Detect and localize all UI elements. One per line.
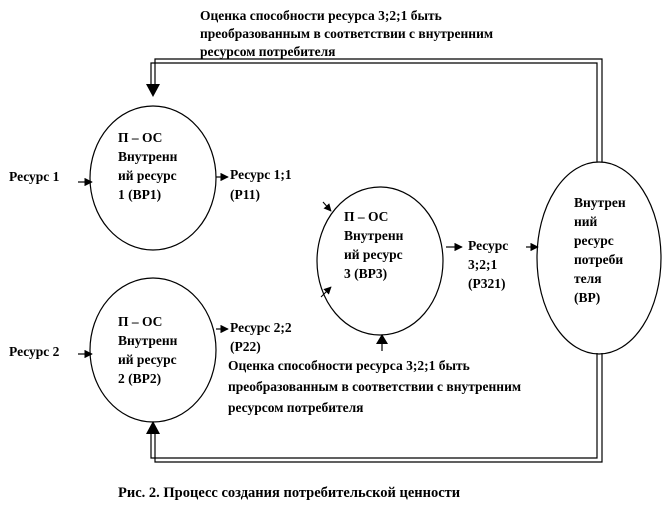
node-vr-line4: потреби (574, 252, 624, 267)
node-vr3-line2: Внутренн (344, 228, 404, 243)
node-vr3-line3: ий ресурс (344, 247, 403, 262)
node-vr2-line3: ий ресурс (118, 352, 177, 367)
bottom-note-line1: Оценка способности ресурса 3;2;1 быть (228, 358, 470, 373)
node-vr3-line1: П – ОС (344, 209, 389, 224)
input-resource2: Ресурс 2 (9, 344, 60, 359)
output-r22-line1: Ресурс 2;2 (230, 320, 292, 335)
output-r321-line3: (Р321) (468, 276, 506, 291)
bottom-note-line2: преобразованным в соответствии с внутренним (228, 379, 522, 394)
node-vr2-line1: П – ОС (118, 314, 163, 329)
node-vr-line1: Внутрен (574, 195, 626, 210)
top-note-line1: Оценка способности ресурса 3;2;1 быть (200, 8, 442, 23)
node-vr1-line2: Внутренн (118, 149, 178, 164)
node-vr2-line2: Внутренн (118, 333, 178, 348)
node-vr-line2: ний (574, 214, 598, 229)
node-vr3-line4: 3 (ВР3) (344, 266, 388, 281)
top-note-line2: преобразованным в соответствии с внутренним (200, 26, 494, 41)
output-r11-line1: Ресурс 1;1 (230, 167, 292, 182)
output-r321-line1: Ресурс (468, 238, 509, 253)
node-vr-line3: ресурс (574, 233, 614, 248)
node-vr1-line1: П – ОС (118, 130, 163, 145)
bottom-feedback-arrowhead (146, 421, 160, 434)
node-vr1-line4: 1 (ВР1) (118, 187, 162, 202)
arrow-into-vr3-top (323, 202, 331, 211)
figure-caption: Рис. 2. Процесс создания потребительской ценности (118, 485, 461, 501)
top-feedback-arrowhead (146, 84, 160, 97)
node-vr1-line3: ий ресурс (118, 168, 177, 183)
output-r11-line2: (Р11) (230, 187, 260, 202)
top-note-line3: ресурсом потребителя (200, 44, 336, 59)
input-resource1: Ресурс 1 (9, 169, 60, 184)
bottom-note-line3: ресурсом потребителя (228, 400, 364, 415)
output-r321-line2: 3;2;1 (468, 257, 498, 272)
output-r22-line2: (Р22) (230, 339, 261, 354)
top-feedback-loop (151, 59, 602, 162)
node-vr-line6: (ВР) (574, 290, 601, 305)
node-vr2-line4: 2 (ВР2) (118, 371, 162, 386)
node-vr-line5: теля (574, 271, 602, 286)
